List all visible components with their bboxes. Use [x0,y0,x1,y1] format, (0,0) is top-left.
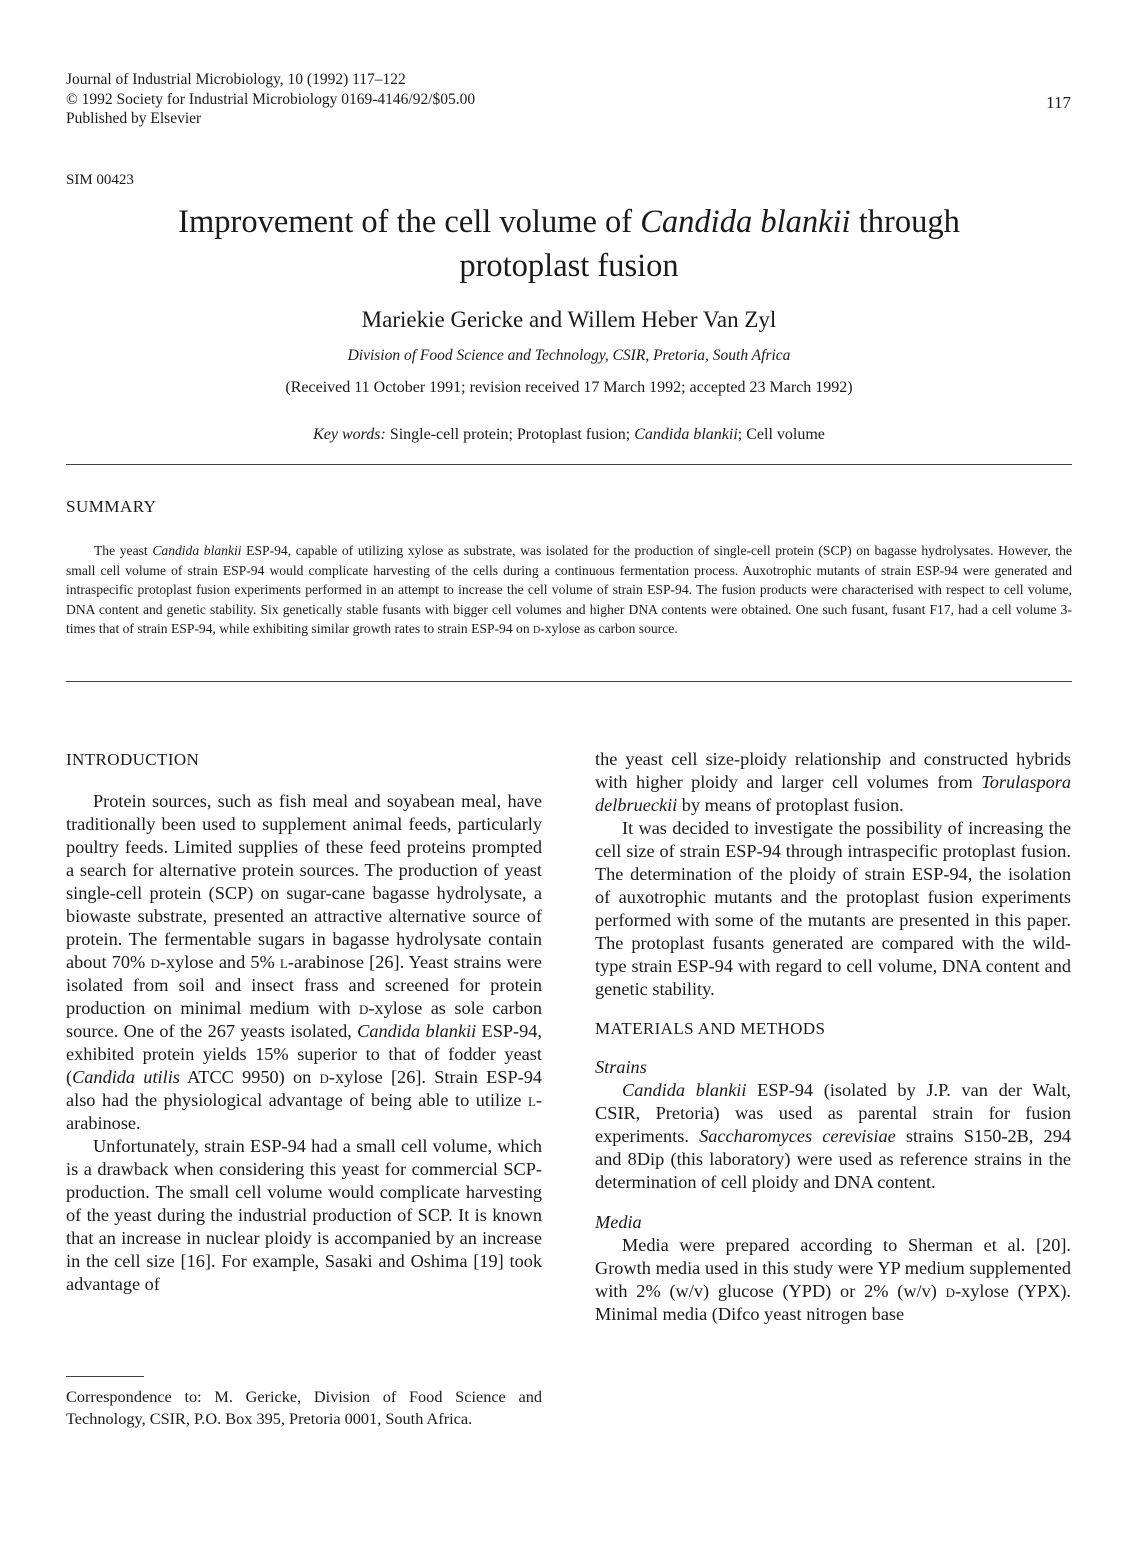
intro-paragraph-1 [66,790,542,1135]
species-name: Torulaspora delbrueckii [595,772,1071,815]
received-dates: (Received 11 October 1991; revision received 17 March 1992; accepted 23 March 1992) [285,379,853,396]
title-text: Improvement of the cell volume of [178,204,641,240]
copyright-line: © 1992 Society for Industrial Microbiology 0169-4146/92/$05.00 [66,90,476,108]
smallcap: d [359,998,369,1018]
media-subheading: Media [595,1212,642,1232]
text-span: Protein sources, such as fish meal and soyabean meal, have traditionally been used to supplement animal feeds, particularly poultry feeds. Limited supplies of these feed proteins prompted a search for alternative protein sources. The production of yeast single-cell protein (SCP) on sugar-cane bagasse hydrolysate, a biowaste substrate, presented an attractive alternative source of protein. The fermentable sugars in bagasse hydrolysate contain about 70% [66,791,542,972]
affiliation: Division of Food Science and Technology, CSIR, Pretoria, South Africa [347,347,791,364]
summary-species: Candida blankii [152,543,242,558]
title-text: through [850,204,960,240]
text-span: -xylose (YPX). Minimal media (Difco yeast nitrogen base [595,1281,1071,1324]
summary-smallcap: d [533,621,541,636]
species-name: Candida blankii [622,1080,747,1100]
top-rule [66,464,1072,465]
title-species: Candida blankii [640,204,851,240]
intro-paragraph-2: Unfortunately, strain ESP-94 had a small cell volume, which is a drawback when considering this yeast for commercial SCP-production. The small cell volume would complicate harvesting of the yeast during the industrial production of SCP. It is known that an increase in nuclear ploidy is accompanied by an increase in the cell size [16]. For example, Sasaki and Oshima [19] took advantage of [66,1136,542,1294]
page-number: 117 [1046,93,1071,112]
introduction-heading: INTRODUCTION [66,750,200,769]
methods-heading: MATERIALS AND METHODS [595,1019,826,1038]
summary-heading: SUMMARY [66,497,157,516]
authors: Mariekie Gericke and Willem Heber Van Zyl [361,307,777,332]
strains-subheading: Strains [595,1057,647,1077]
sim-number: SIM 00423 [66,172,134,188]
text-span: strains S150-2B, 294 and 8Dip (this laboratory) were used as reference strains in the determination of cell ploidy and DNA content. [595,1126,1071,1192]
species-name: Candida blankii [357,1021,477,1041]
text-span: by means of protoplast fusion. [677,795,904,815]
intro-paragraph-3 [595,748,1071,817]
keywords-text: Single-cell protein; Protoplast fusion; [385,426,635,443]
summary-span: The yeast [94,543,153,558]
smallcap: l [527,1090,536,1110]
text-span: ESP-94 (isolated by J.P. van der Walt, CSIR, Pretoria) was used as parental strain for fusion experiments. [595,1080,1071,1146]
text-span: -xylose [26]. Strain ESP-94 also had the physiological advantage of being able to utilize [66,1067,543,1110]
media-paragraph [595,1234,1071,1326]
intro-paragraph-4: It was decided to investigate the possibility of increasing the cell size of strain ESP-94 through intraspecific protoplast fusion. The determination of the ploidy of strain ESP-94, the isolation of auxotrophic mutants and the protoplast fusion experiments performed with some of the mutants are presented in this paper. The protoplast fusants generated are compared with the wild-type strain ESP-94 with regard to cell volume, DNA content and genetic stability. [595,818,1071,999]
species-name: Candida utilis [72,1067,180,1087]
keywords [66,426,1072,444]
text-span: the yeast cell size-ploidy relationship and constructed hybrids with higher ploidy and larger cell volumes from [595,749,1071,792]
text-span: ATCC 9950) on [179,1067,320,1087]
text-span: -xylose as sole carbon source. One of the 267 yeasts isolated, [66,998,542,1041]
summary-span: ESP-94, capable of utilizing xylose as substrate, was isolated for the production of single-cell protein (SCP) on bagasse hydrolysates. However, the small cell volume of strain ESP-94 would complicate harvesting of the cells during a continuous fermentation process. Auxotrophic mutants of strain ESP-94 were generated and intraspecific protoplast fusion experiments performed in an attempt to increase the cell volume of strain ESP-94. The fusion products were characterised with respect to cell volume, DNA content and genetic stability. Six genetically stable fusants with bigger cell volumes and higher DNA contents were obtained. One such fusant, fusant F17, had a cell volume 3-times that of strain ESP-94, while exhibiting similar growth rates to strain ESP-94 on [66,543,1072,636]
species-name: Saccharomyces cerevisiae [699,1126,896,1146]
text-span: ESP-94, exhibited protein yields 15% superior to that of fodder yeast ( [66,1021,542,1087]
smallcap: d [945,1281,956,1301]
summary-span: -xylose as carbon source. [540,621,678,636]
smallcap: l [279,952,288,972]
smallcap: d [319,1067,329,1087]
left-column [66,748,542,1296]
journal-info [66,70,475,129]
text-span: -arabinose [26]. Yeast strains were isolated from soil and insect frass and screened for protein production on minimal medium with [66,952,543,1018]
text-span: Media were prepared according to Sherman et al. [20]. Growth media used in this study were YP medium supplemented with 2% (w/v) glucose (YPD) or 2% (w/v) [595,1235,1071,1301]
article-title [66,200,1072,288]
keywords-label: Key words: [313,426,386,443]
publisher-line: Published by Elsevier [66,110,202,127]
smallcap: d [150,952,160,972]
strains-paragraph [595,1079,1071,1194]
bottom-rule [66,681,1072,682]
correspondence-footnote: Correspondence to: M. Gericke, Division of Food Science and Technology, CSIR, P.O. Box 395, Pretoria 0001, South Africa. [66,1387,542,1428]
footnote-rule [66,1376,144,1377]
text-span: -xylose and 5% [159,952,280,972]
journal-citation: Journal of Industrial Microbiology, 10 (1992) 117–122 [66,71,406,88]
keywords-species: Candida blankii [634,426,738,443]
summary-text [66,541,1072,639]
right-column [595,748,1071,1326]
text-span: -arabinose. [66,1090,542,1133]
title-line-2: protoplast fusion [459,248,679,284]
keywords-text: ; Cell volume [737,426,825,443]
